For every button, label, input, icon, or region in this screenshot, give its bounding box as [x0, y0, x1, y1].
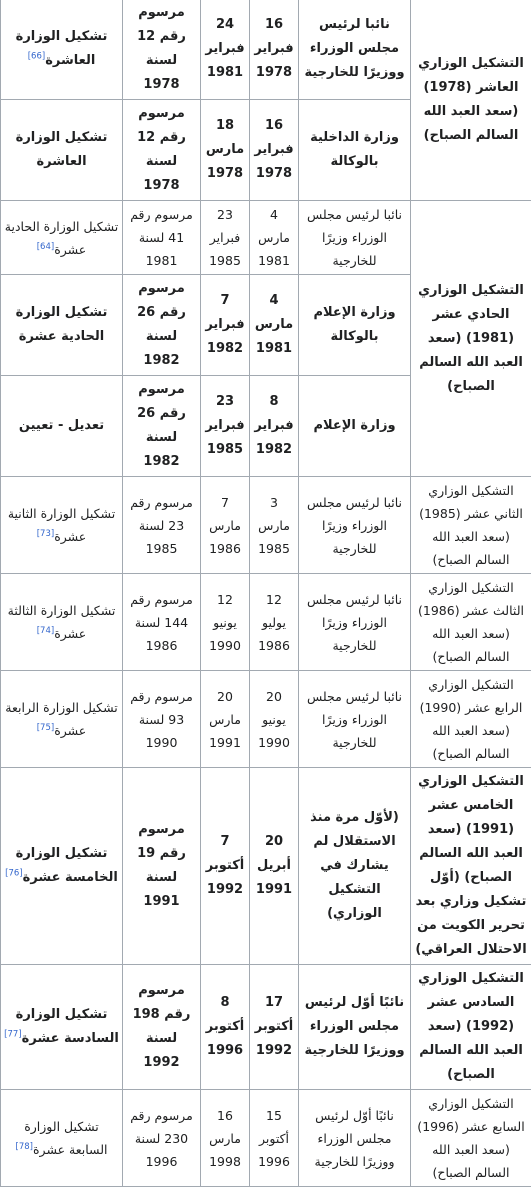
notes-text: تشكيل الوزارة الرابعة عشرة — [5, 700, 117, 738]
decree-cell: مرسوم رقم 19 لسنة 1991 — [123, 768, 201, 965]
reference-link[interactable]: [78] — [16, 1142, 33, 1152]
notes-text: تشكيل الوزارة الحادية عشرة — [16, 305, 108, 344]
position-cell: نائبا لرئيس مجلس الوزراء ووزيرًا للخارجية — [299, 0, 411, 100]
notes-text: تشكيل الوزارة الخامسة عشرة — [16, 846, 118, 885]
position-cell: (لأوّل مرة منذ الاستقلال لم يشارك في التشكيل الوزاري) — [299, 768, 411, 965]
position-cell: نائبا لرئيس مجلس الوزراء وزيرًا للخارجية — [299, 201, 411, 275]
table-row — [1, 574, 531, 671]
table-row — [1, 0, 531, 100]
notes-cell — [1, 201, 123, 275]
position-cell: وزارة الإعلام بالوكالة — [299, 275, 411, 376]
start-date-cell: 4 مارس 1981 — [250, 275, 299, 376]
notes-text: تعديل - تعيين — [19, 418, 104, 433]
notes-cell — [1, 768, 123, 965]
position-cell: نائبًا أوّل لرئيس مجلس الوزراء ووزيرًا للخارجية — [299, 1090, 411, 1187]
start-date-cell: 16 فبراير 1978 — [250, 0, 299, 100]
reference-link[interactable]: [77] — [4, 1030, 21, 1040]
notes-text: تشكيل الوزارة السابعة عشرة — [24, 1119, 107, 1157]
reference-link[interactable]: [73] — [37, 529, 54, 539]
table-row — [1, 768, 531, 965]
notes-text: تشكيل الوزارة العاشرة — [16, 130, 108, 169]
start-date-cell: 8 فبراير 1982 — [250, 376, 299, 477]
table-body — [1, 0, 531, 1187]
table-row — [1, 1090, 531, 1187]
reference-link[interactable]: [76] — [5, 869, 22, 879]
table-row — [1, 671, 531, 768]
cabinet-cell: التشكيل الوزاري العاشر (1978) (سعد العبد الله السالم الصباح) — [411, 0, 531, 201]
cabinet-cell: التشكيل الوزاري الحادي عشر (1981) (سعد العبد الله السالم الصباح) — [411, 201, 531, 477]
end-date-cell: 16 مارس 1998 — [201, 1090, 250, 1187]
notes-cell — [1, 965, 123, 1090]
decree-cell: مرسوم رقم 12 لسنة 1978 — [123, 100, 201, 201]
end-date-cell: 12 يونيو 1990 — [201, 574, 250, 671]
table-row — [1, 477, 531, 574]
notes-cell — [1, 275, 123, 376]
notes-cell — [1, 0, 123, 100]
table-row — [1, 201, 531, 275]
decree-cell: مرسوم رقم 93 لسنة 1990 — [123, 671, 201, 768]
notes-text: تشكيل الوزارة الثالثة عشرة — [8, 603, 116, 641]
start-date-cell: 20 يونيو 1990 — [250, 671, 299, 768]
reference-link[interactable]: [64] — [37, 241, 54, 251]
cabinet-cell: التشكيل الوزاري الرابع عشر (1990) (سعد العبد الله السالم الصباح) — [411, 671, 531, 768]
position-cell: نائبا لرئيس مجلس الوزراء وزيرًا للخارجية — [299, 574, 411, 671]
end-date-cell: 23 فبراير 1985 — [201, 201, 250, 275]
position-cell: نائبا لرئيس مجلس الوزراء وزيرًا للخارجية — [299, 671, 411, 768]
position-cell: نائبًا أوّل لرئيس مجلس الوزراء ووزيرًا للخارجية — [299, 965, 411, 1090]
cabinet-cell: التشكيل الوزاري الثاني عشر (1985) (سعد العبد الله السالم الصباح) — [411, 477, 531, 574]
start-date-cell: 12 يوليو 1986 — [250, 574, 299, 671]
cabinet-cell: التشكيل الوزاري الثالث عشر (1986) (سعد العبد الله السالم الصباح) — [411, 574, 531, 671]
end-date-cell: 23 فبراير 1985 — [201, 376, 250, 477]
notes-text: تشكيل الوزارة الحادية عشرة — [5, 219, 118, 257]
notes-text: تشكيل الوزارة السادسة عشرة — [16, 1007, 119, 1046]
notes-cell — [1, 671, 123, 768]
start-date-cell: 17 أكتوبر 1992 — [250, 965, 299, 1090]
start-date-cell: 3 مارس 1985 — [250, 477, 299, 574]
cabinet-cell: التشكيل الوزاري السابع عشر (1996) (سعد العبد الله السالم الصباح) — [411, 1090, 531, 1187]
decree-cell: مرسوم رقم 230 لسنة 1996 — [123, 1090, 201, 1187]
end-date-cell: 7 أكتوبر 1992 — [201, 768, 250, 965]
notes-text: تشكيل الوزارة الثانية عشرة — [8, 506, 115, 544]
notes-cell — [1, 477, 123, 574]
decree-cell: مرسوم رقم 41 لسنة 1981 — [123, 201, 201, 275]
decree-cell: مرسوم رقم 26 لسنة 1982 — [123, 275, 201, 376]
position-cell: نائبا لرئيس مجلس الوزراء وزيرًا للخارجية — [299, 477, 411, 574]
end-date-cell: 8 أكتوبر 1996 — [201, 965, 250, 1090]
notes-cell — [1, 100, 123, 201]
decree-cell: مرسوم رقم 23 لسنة 1985 — [123, 477, 201, 574]
decree-cell: مرسوم رقم 144 لسنة 1986 — [123, 574, 201, 671]
decree-cell: مرسوم رقم 12 لسنة 1978 — [123, 0, 201, 100]
reference-link[interactable]: [75] — [37, 723, 54, 733]
start-date-cell: 4 مارس 1981 — [250, 201, 299, 275]
end-date-cell: 7 مارس 1986 — [201, 477, 250, 574]
decree-cell: مرسوم رقم 26 لسنة 1982 — [123, 376, 201, 477]
reference-link[interactable]: [74] — [37, 626, 54, 636]
start-date-cell: 15 أكتوبر 1996 — [250, 1090, 299, 1187]
notes-text: تشكيل الوزارة العاشرة — [16, 29, 108, 68]
notes-cell — [1, 1090, 123, 1187]
cabinet-cell: التشكيل الوزاري السادس عشر (1992) (سعد العبد الله السالم الصباح) — [411, 965, 531, 1090]
end-date-cell: 7 فبراير 1982 — [201, 275, 250, 376]
decree-cell: مرسوم رقم 198 لسنة 1992 — [123, 965, 201, 1090]
table-row — [1, 965, 531, 1090]
end-date-cell: 24 فبراير 1981 — [201, 0, 250, 100]
end-date-cell: 20 مارس 1991 — [201, 671, 250, 768]
start-date-cell: 20 أبريل 1991 — [250, 768, 299, 965]
notes-cell — [1, 376, 123, 477]
start-date-cell: 16 فبراير 1978 — [250, 100, 299, 201]
notes-cell — [1, 574, 123, 671]
position-cell: وزارة الإعلام — [299, 376, 411, 477]
reference-link[interactable]: [66] — [28, 52, 45, 62]
cabinet-cell: التشكيل الوزاري الخامس عشر (1991) (سعد العبد الله السالم الصباح) (أوّل تشكيل وزاري بعد تحرير الكويت من الاحتلال العراقي) — [411, 768, 531, 965]
end-date-cell: 18 مارس 1978 — [201, 100, 250, 201]
position-cell: وزارة الداخلية بالوكالة — [299, 100, 411, 201]
